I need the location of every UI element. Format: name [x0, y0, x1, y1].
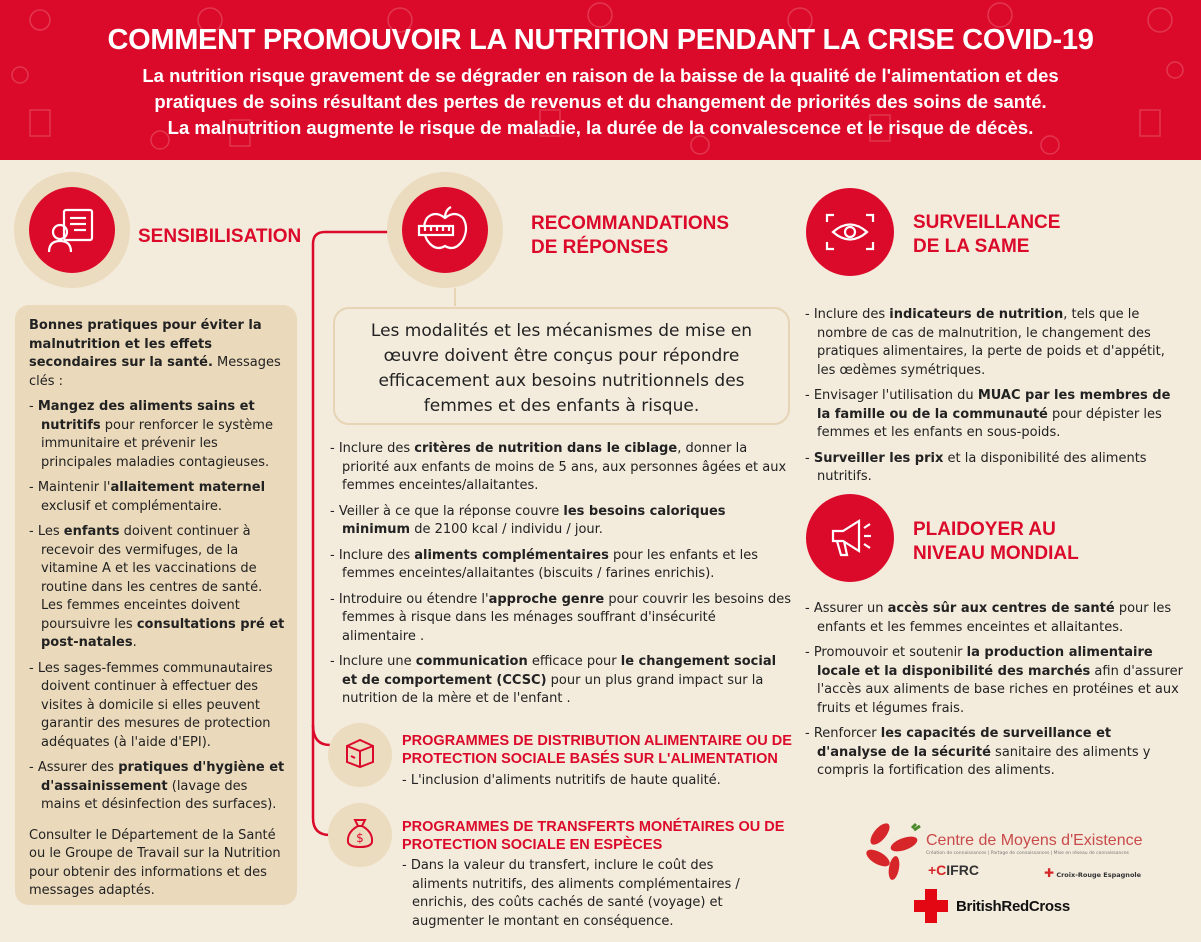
bullet-item [29, 398, 285, 472]
bullet-item [330, 653, 792, 709]
program-cash-text: - Dans la valeur du transfert, inclure le coût des aliments nutritifs, des aliments complémentaires / enrichis, des coûts cachés de santé (voyage) et augmenter le montant en conséquence. [402, 858, 740, 929]
bullet-item [805, 600, 1185, 637]
bold-text: allaitement maternel [110, 480, 266, 495]
title-line: PROGRAMMES DE DISTRIBUTION ALIMENTAIRE OU DE [402, 733, 792, 749]
flower-logo-icon [864, 822, 924, 882]
bullet-item [805, 387, 1185, 443]
bold-text: Mangez des aliments sains et nutritifs [37, 399, 255, 433]
megaphone-icon [806, 494, 894, 582]
text: - Inclure des [330, 547, 415, 563]
recommandations-icon-ring [387, 172, 503, 288]
text: pour un plus grand impact sur la nutrition de la mère et de l'enfant . [342, 672, 764, 706]
title-line: SURVEILLANCE [913, 212, 1061, 233]
surveillance-title [913, 211, 1060, 259]
bullet-item [805, 306, 1185, 380]
centre-tagline: Création de connaissances | Partage de connaissances | Mise en réseau de connaissances [926, 851, 1129, 856]
text: - Les sages-femmes communautaires doivent continuer à effectuer des visites à domicile si elles peuvent garantir des mesures de protection adéquates (à l'aide d'EPI). [29, 660, 273, 750]
text: - Veiller à ce que la réponse couvre [330, 503, 564, 519]
bullet-item [805, 644, 1185, 718]
program-cash-icon-ring [328, 803, 392, 867]
text: et la disponibilité des aliments nutritifs. [817, 450, 1147, 484]
bullet-item [805, 450, 1185, 487]
text: - Introduire ou étendre l' [330, 591, 489, 607]
program-food-icon-ring [328, 723, 392, 787]
title-line: NIVEAU MONDIAL [913, 543, 1079, 564]
text: - Maintenir l' [29, 480, 111, 495]
text: , tels que le nombre de cas de malnutrition, le changement des pratiques alimentaires, la perte de poids et d'appétit, les œdèmes symétriques. [817, 307, 1165, 378]
apple-measuring-tape-icon [402, 187, 488, 273]
bullet-item [330, 503, 792, 540]
sensibilisation-intro [29, 317, 285, 391]
recommandations-quote: Les modalités et les mécanismes de mise en œuvre doivent être conçus pour répondre efficacement aux besoins nutritionnels des femmes et des enfants à risque. [333, 307, 790, 425]
box-icon [343, 736, 377, 774]
text: - [805, 450, 814, 466]
text: Messages clés : [29, 355, 281, 389]
eye-scan-icon [806, 188, 894, 276]
text: pour les enfants et les femmes enceintes/allaitantes (biscuits / farines enrichis). [342, 547, 759, 581]
bullet-item [29, 479, 285, 516]
bold-text: enfants [63, 524, 120, 539]
bullet-item [29, 759, 285, 815]
centre-moyens-existence-logo [858, 818, 1143, 884]
money-bag-icon [343, 816, 377, 854]
sensibilisation-title: SENSIBILISATION [138, 226, 302, 247]
bold-text: la production alimentaire locale et la disponibilité des marchés [817, 645, 1153, 679]
title-line: PLAIDOYER AU [913, 519, 1056, 540]
recommandations-title [531, 212, 729, 260]
ifrc-logo: +CIFRC [928, 862, 979, 878]
bullet-item [330, 440, 792, 496]
bold-text: accès sûr aux centres de santé [887, 601, 1115, 616]
intro-line: La nutrition risque gravement de se dégrader en raison de la baisse de la qualité de l'alimentation et des [142, 65, 1059, 86]
bold-text: communication [415, 654, 528, 669]
red-cross-icon [914, 889, 948, 923]
text: - Assurer des [29, 760, 119, 775]
text: pour les enfants et les femmes enceintes et allaitantes. [817, 601, 1172, 635]
text: . [132, 635, 137, 650]
text: pour couvrir les besoins des femmes à risque dans les ménages souffrant d'insécurité alimentaire . [342, 591, 792, 644]
text: - Promouvoir et soutenir [805, 645, 967, 660]
text: de 2100 kcal / individu / jour. [410, 522, 603, 537]
bold-text: MUAC par les membres de la famille ou de la communauté [817, 388, 1171, 422]
text: exclusif et complémentaire. [41, 498, 222, 514]
title-line: DE LA SAME [913, 236, 1030, 257]
bullet-item [29, 660, 285, 753]
bold-text: critères de nutrition dans le ciblage [414, 441, 678, 456]
title-line: PROGRAMMES DE TRANSFERTS MONÉTAIRES OU DE [402, 819, 785, 835]
plaidoyer-bullets [805, 600, 1185, 788]
bold-text: consultations pré et post-natales [41, 616, 285, 650]
bold-text: indicateurs de nutrition [889, 307, 1064, 322]
text: afin d'assurer l'accès aux aliments de base riches en protéines et aux fruits et légumes frais. [817, 663, 1183, 716]
bold-text: le changement social et de comportement (CCSC) [342, 654, 777, 688]
text: sanitaire des aliments y compris la fortification des aliments. [817, 744, 1151, 778]
ifrc-text: IFRC [946, 862, 979, 878]
sensibilisation-panel [15, 305, 297, 905]
text: - Assurer un [805, 601, 888, 616]
bold-text: aliments complémentaires [414, 547, 609, 563]
text: - Inclure des [330, 441, 415, 456]
presentation-teacher-icon [29, 187, 115, 273]
bullet-item [29, 523, 285, 653]
program-cash-title [402, 818, 784, 854]
bullet-item [330, 547, 792, 584]
text: efficace pour [527, 654, 621, 669]
bold-text: Surveiller les prix [813, 450, 944, 466]
intro-line: La malnutrition augmente le risque de maladie, la durée de la convalescence et le risque de décès. [167, 117, 1034, 138]
text: pour renforcer le système immunitaire et prévenir les principales maladies contagieuses. [41, 417, 273, 470]
recommandations-bullets [330, 440, 792, 716]
title-line: DE RÉPONSES [531, 237, 669, 258]
centre-name: Centre de Moyens d'Existence [926, 832, 1143, 849]
cruz-roja-text: Croix-Rouge Espagnole [1056, 871, 1142, 879]
text: - Inclure des [805, 307, 890, 322]
sensibilisation-icon-ring [14, 172, 130, 288]
bold-text: Bonnes pratiques pour éviter la malnutrition et les effets secondaires sur la santé. [29, 318, 262, 370]
program-food-text: - L'inclusion d'aliments nutritifs de haute qualité. [402, 773, 721, 788]
text: pour dépister les femmes et les enfants en sous-poids. [817, 406, 1162, 440]
page-title: COMMENT PROMOUVOIR LA NUTRITION PENDANT LA CRISE COVID-19 [107, 24, 1094, 56]
text: - Envisager l'utilisation du [805, 388, 978, 403]
text: - Inclure une [330, 654, 416, 669]
sensibilisation-bullets [29, 398, 285, 815]
text: , donner la priorité aux enfants de moins de 5 ans, aux personnes âgées et aux femmes enceintes/allaitantes. [342, 441, 787, 493]
intro-line: pratiques de soins résultant des pertes de revenus et du changement de priorités des soins de santé. [154, 91, 1047, 112]
bold-text: pratiques d'hygiène et d'assainissement [41, 760, 285, 794]
title-line: RECOMMANDATIONS [531, 213, 730, 234]
british-red-cross-text: BritishRedCross [956, 897, 1070, 915]
text: - [29, 399, 38, 414]
text: - Renforcer [805, 726, 881, 741]
text: doivent continuer à recevoir des vermifuges, de la vitamine A et les vaccinations de routine dans les centres de santé. Les femmes enceintes doivent poursuivre les [41, 524, 263, 632]
text: - Les [29, 524, 64, 539]
bold-text: les besoins caloriques minimum [342, 503, 726, 537]
title-line: PROTECTION SOCIALE EN ESPÈCES [402, 837, 663, 853]
british-red-cross-logo [914, 889, 1070, 923]
bold-text: approche genre [488, 591, 605, 607]
title-line: PROTECTION SOCIALE BASÉS SUR L'ALIMENTATION [402, 751, 778, 767]
surveillance-bullets [805, 306, 1185, 494]
sensibilisation-footer: Consulter le Département de la Santé ou le Groupe de Travail sur la Nutrition pour obtenir des informations et des messages adaptés. [29, 827, 281, 898]
plaidoyer-title [913, 518, 1079, 566]
bullet-item [805, 725, 1185, 781]
text: (lavage des mains et désinfection des surfaces). [41, 778, 277, 812]
program-food-title [402, 732, 792, 768]
bold-text: les capacités de surveillance et d'analyse de la sécurité [817, 726, 1112, 760]
cruz-roja-logo: ✚ Croix-Rouge Espagnole [1044, 866, 1142, 880]
svg-text:$: $ [356, 831, 364, 845]
bullet-item [330, 591, 792, 647]
